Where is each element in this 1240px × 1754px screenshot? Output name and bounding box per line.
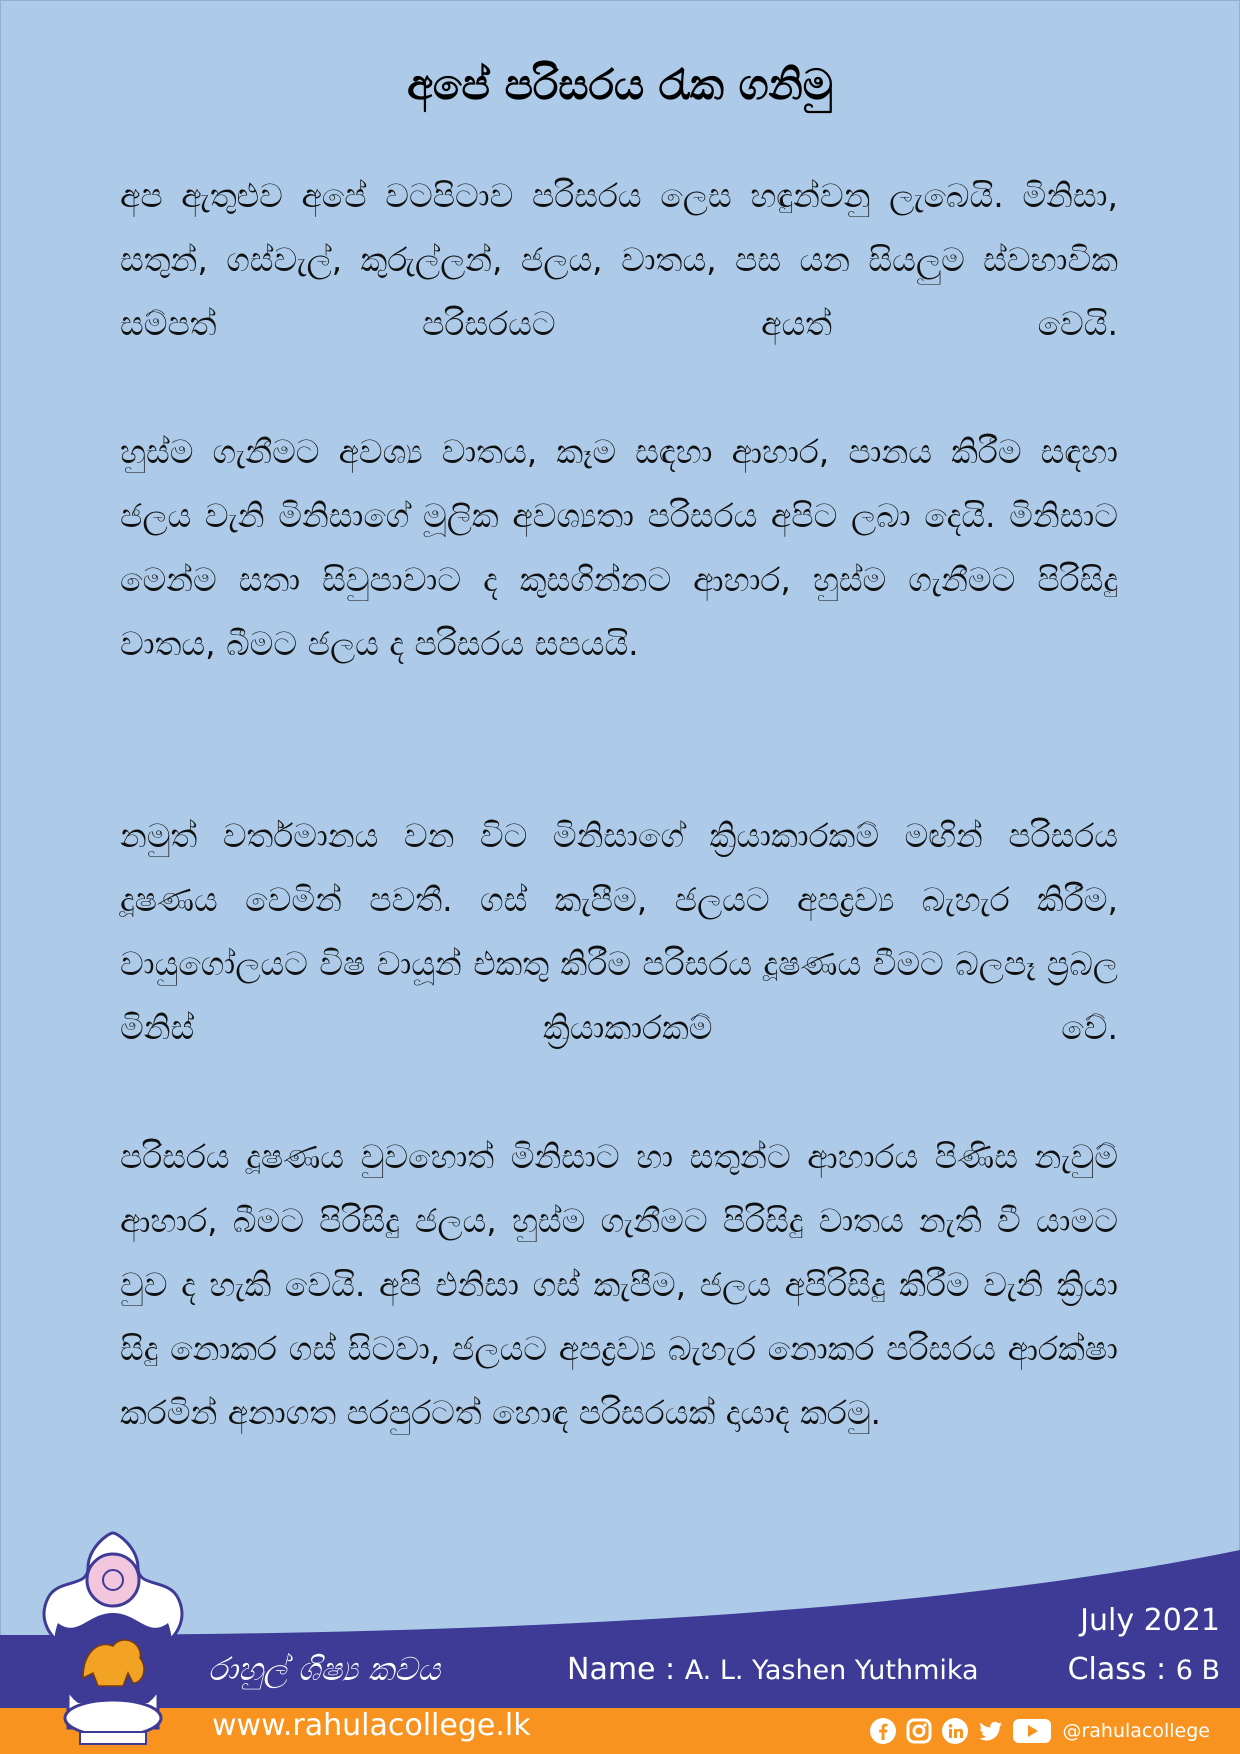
paragraph-2-block	[120, 420, 1118, 676]
instagram-icon[interactable]	[904, 1716, 934, 1746]
page-title: අපේ පරිසරය රැක ගනිමු	[407, 60, 833, 109]
twitter-icon[interactable]	[976, 1716, 1006, 1746]
youtube-icon[interactable]	[1012, 1716, 1052, 1746]
website-link[interactable]: www.rahulacollege.lk	[212, 1708, 531, 1743]
class-label: Class :	[1067, 1652, 1176, 1687]
essay-paragraph: හුස්ම ගැනීමට අවශ්‍ය වාතය, කෑම සඳහා ආහාර, පානය කිරීම සඳහා ජලය වැනි මිනිසාගේ මූලික අවශ්‍යතා පරිසරය අපිට ලබා දෙයි. මිනිසාට මෙන්ම සතා සිවුපාවාට ද කුසගින්නට ආහාර, හුස්ම ගැනීමට පිරිසිදු වාතය, බීමට ජලය ද පරිසරය සපයයි.	[120, 432, 1118, 663]
brand-wordmark: රාහුල් ශිෂ්‍ය කවය	[208, 1650, 441, 1688]
date-label: July 2021	[1080, 1603, 1220, 1638]
paragraph-3-block	[120, 804, 1118, 1060]
social-links	[868, 1716, 1210, 1746]
social-handle[interactable]: @rahulacollege	[1062, 1720, 1210, 1742]
college-crest-logo	[28, 1528, 198, 1746]
paragraph-4-block	[120, 1125, 1118, 1445]
class-value: 6 B	[1175, 1655, 1220, 1686]
student-class	[1068, 1652, 1220, 1687]
essay-paragraph: නමුත් වර්තමානය වන විට මිනිසාගේ ක්‍රියාකාරකම් මඟින් පරිසරය දූෂණය වෙමින් පවතී. ගස් කැපීම, ජලයට අපද්‍රව්‍ය බැහැර කිරීම, වායුගෝලයට විෂ වායූන් එකතු කිරීම පරිසරය දූෂණය වීමට බලපෑ ප්‍රබල මිනිස් ක්‍රියාකාරකම් වේ.	[120, 816, 1118, 1047]
name-value: A. L. Yashen Yuthmika	[684, 1655, 979, 1686]
name-label: Name :	[567, 1652, 685, 1687]
linkedin-icon[interactable]	[940, 1716, 970, 1746]
paragraph-1-block	[120, 164, 1118, 356]
student-name	[567, 1652, 979, 1687]
essay-paragraph: අප ඇතුළුව අපේ වටපිටාව පරිසරය ලෙස හඳුන්වනු ලැබෙයි. මිනිසා, සතුන්, ගස්වැල්, කුරුල්ලන්, ජලය, වාතය, පස යන සියලුම ස්වභාවික සම්පත් පරිසරයට අයත් වෙයි.	[120, 176, 1118, 343]
facebook-icon[interactable]	[868, 1716, 898, 1746]
essay-paragraph: පරිසරය දූෂණය වුවහොත් මිනිසාට හා සතුන්ට ආහාරය පිණිස නැවුම් ආහාර, බීමට පිරිසිදු ජලය, හුස්ම ගැනීමට පිරිසිදු වාතය නැති වී යාමට වුව ද හැකි වෙයි. අපි එනිසා ගස් කැපීම, ජලය අපිරිසිදු කිරීම වැනි ක්‍රියා සිදු නොකර ගස් සිටවා, ජලයට අපද්‍රව්‍ය බැහැර නොකර පරිසරය ආරක්ෂා කරමින් අනාගත පරපුරටත් හොඳ පරිසරයක් දායාද කරමු.	[120, 1137, 1118, 1432]
